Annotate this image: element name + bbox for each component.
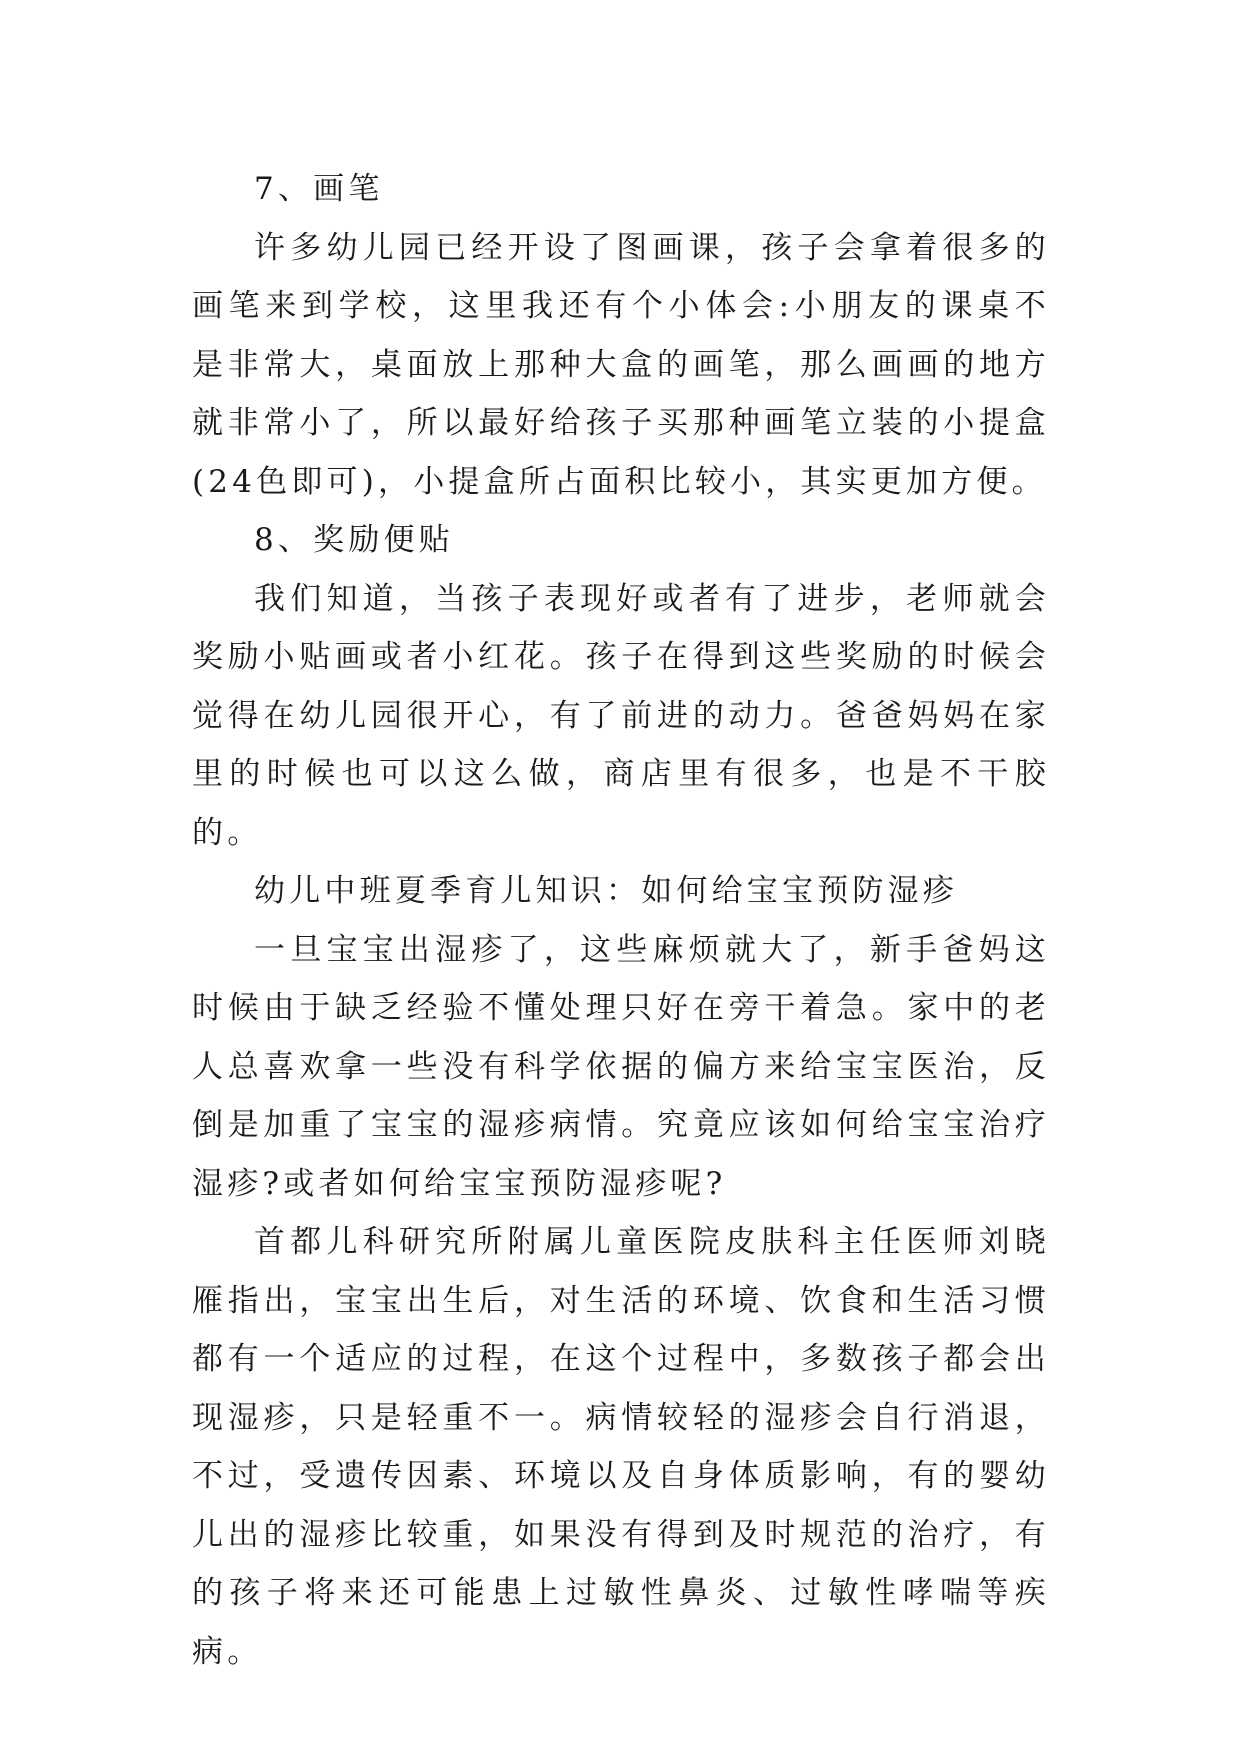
paragraph-brushes: 许多幼儿园已经开设了图画课，孩子会拿着很多的画笔来到学校，这里我还有个小体会:小朋友的课桌不是非常大，桌面放上那种大盒的画笔，那么画画的地方就非常小了，所以最好给孩子买那种画笔立装的小提盒(24色即可)，小提盒所占面积比较小，其实更加方便。 (192, 229, 1050, 500)
section-heading-eczema: 幼儿中班夏季育儿知识：如何给宝宝预防湿疹 (254, 873, 958, 909)
document-page (192, 160, 1050, 1681)
paragraph-eczema-intro: 一旦宝宝出湿疹了，这些麻烦就大了，新手爸妈这时候由于缺乏经验不懂处理只好在旁干着急。家中的老人总喜欢拿一些没有科学依据的偏方来给宝宝医治，反倒是加重了宝宝的湿疹病情。究竟应该如何给宝宝治疗湿疹?或者如何给宝宝预防湿疹呢? (192, 931, 1050, 1202)
section-heading-reward-stickers: 8、奖励便贴 (254, 522, 454, 558)
paragraph-reward-stickers: 我们知道，当孩子表现好或者有了进步，老师就会奖励小贴画或者小红花。孩子在得到这些奖励的时候会觉得在幼儿园很开心，有了前进的动力。爸爸妈妈在家里的时候也可以这么做，商店里有很多，也是不干胶的。 (192, 580, 1050, 851)
section-heading-brushes: 7、画笔 (254, 171, 384, 207)
paragraph-eczema-doctor: 首都儿科研究所附属儿童医院皮肤科主任医师刘晓雁指出，宝宝出生后，对生活的环境、饮食和生活习惯都有一个适应的过程，在这个过程中，多数孩子都会出现湿疹，只是轻重不一。病情较轻的湿疹会自行消退，不过，受遗传因素、环境以及自身体质影响，有的婴幼儿出的湿疹比较重，如果没有得到及时规范的治疗，有的孩子将来还可能患上过敏性鼻炎、过敏性哮喘等疾病。 (192, 1224, 1050, 1670)
